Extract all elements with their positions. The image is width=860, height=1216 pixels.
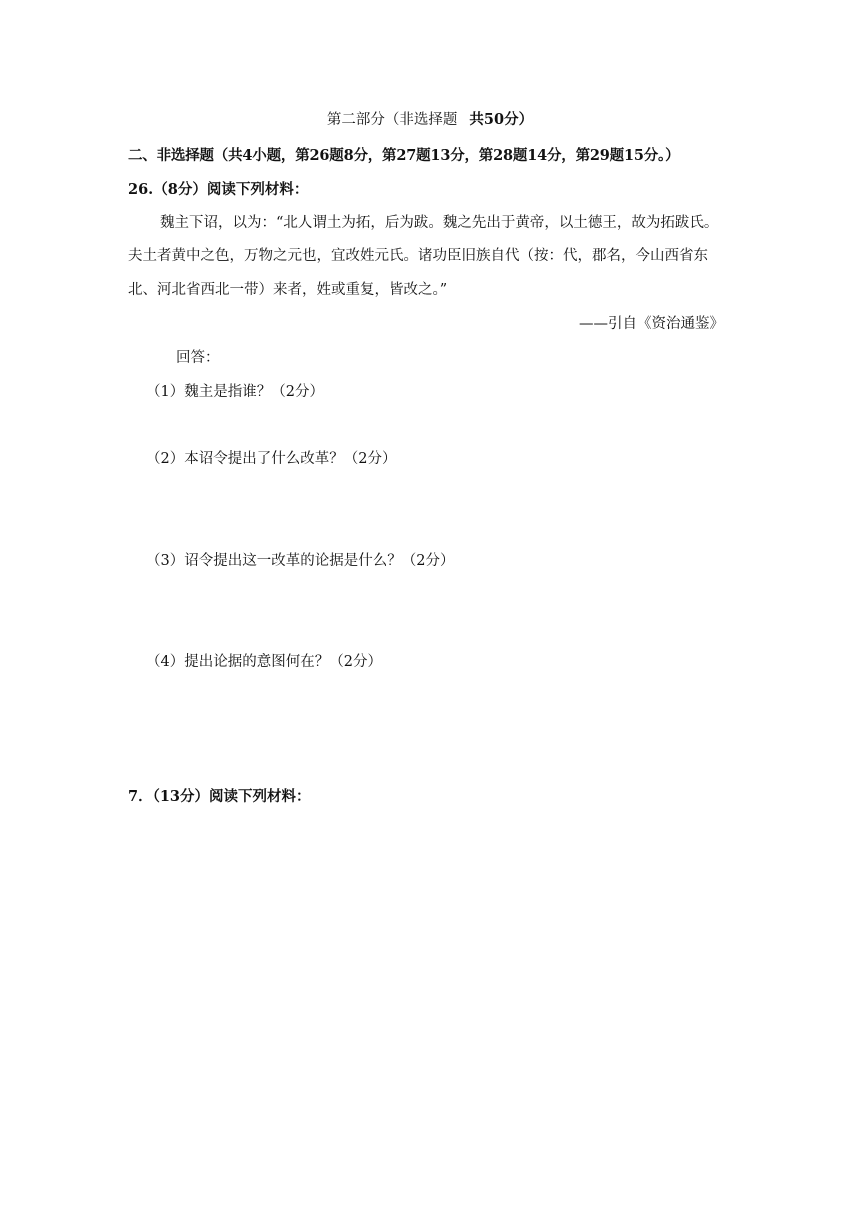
subquestion-1: （1）魏主是指谁？（2分） <box>146 384 324 400</box>
passage-line-3: 北、河北省西北一带）来者，姓或重复，皆改之。” <box>128 282 448 298</box>
answer-prompt: 回答： <box>176 350 220 366</box>
subquestion-4: （4）提出论据的意图何在？（2分） <box>146 654 382 670</box>
passage-line-2: 夫土者黄中之色，万物之元也，宜改姓元氏。诸功臣旧族自代（按：代，郡名，今山西省东 <box>128 248 708 264</box>
subquestion-2: （2）本诏令提出了什么改革？（2分） <box>146 451 397 467</box>
question-27-header: 7．（13分）阅读下列材料： <box>128 788 311 805</box>
part-header <box>0 110 860 130</box>
question-26-header: 26.（8分）阅读下列材料： <box>128 181 309 198</box>
part-header-right: 共50分） <box>469 111 534 128</box>
passage-line-1: 魏主下诏，以为：“北人谓土为拓，后为跋。魏之先出于黄帝，以土德王，故为拓跋氏。 <box>160 215 719 231</box>
passage-source: ——引自《资治通鉴》 <box>579 316 724 332</box>
section-heading: 二、非选择题（共4小题，第26题8分，第27题13分，第28题14分，第29题15分。） <box>128 147 680 164</box>
subquestion-3: （3）诏令提出这一改革的论据是什么？（2分） <box>146 553 455 569</box>
part-header-left: 第二部分（非选择题 <box>326 112 458 128</box>
